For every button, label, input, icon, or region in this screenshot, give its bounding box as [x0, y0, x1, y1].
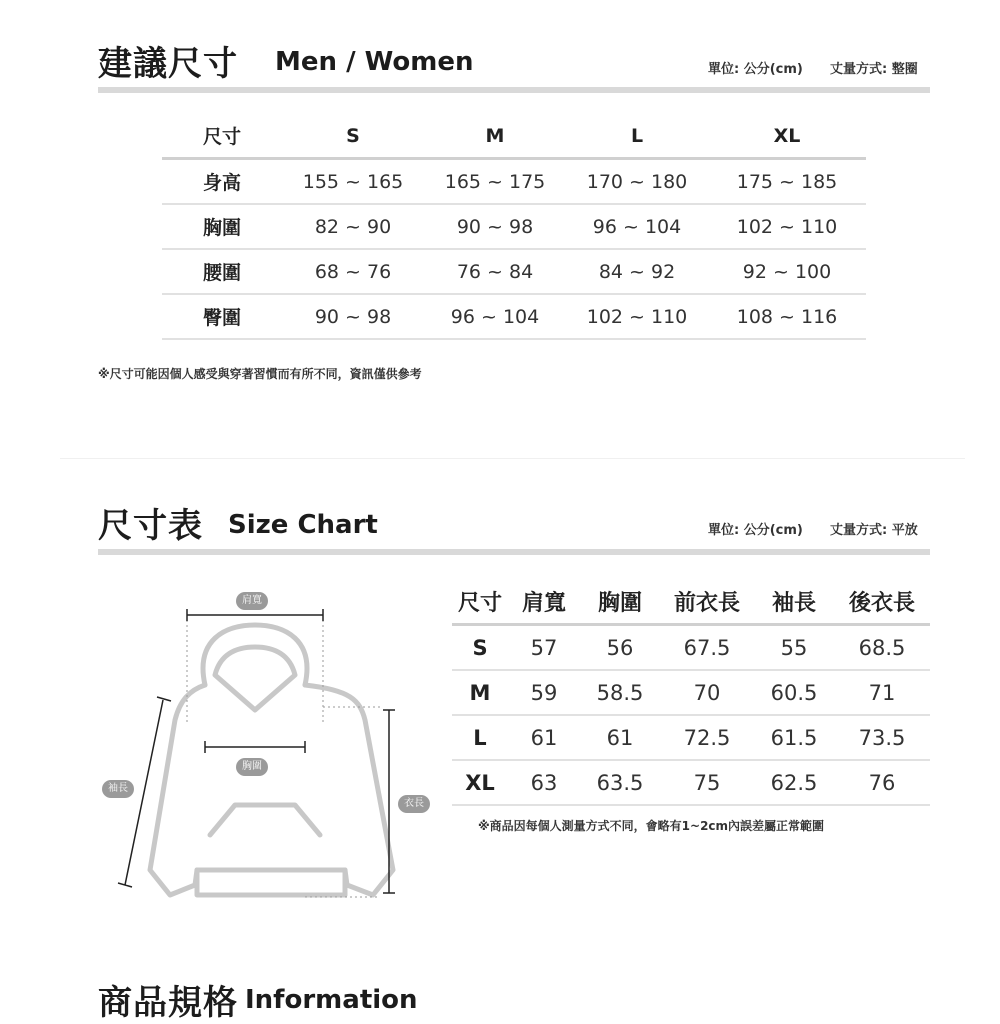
section1-method: 丈量方式: 整圈: [830, 62, 918, 77]
table-header-row: [162, 114, 866, 159]
table-row: [452, 760, 930, 805]
table-cell: 84 ~ 92: [566, 249, 708, 294]
table-cell: 60.5: [754, 670, 834, 715]
table-cell: 96 ~ 104: [424, 294, 566, 339]
shoulder-tag: 肩寬: [236, 592, 268, 610]
length-tag: 衣長: [398, 795, 430, 813]
table-row: [452, 715, 930, 760]
table-cell: 76: [834, 760, 930, 805]
table-cell: 58.5: [580, 670, 660, 715]
hoodie-diagram: [95, 585, 440, 910]
row-label: XL: [452, 760, 508, 805]
table-cell: 73.5: [834, 715, 930, 760]
table-cell: 62.5: [754, 760, 834, 805]
size-chart-table: [452, 580, 930, 806]
section1-divider: [98, 87, 930, 93]
table-cell: 108 ~ 116: [708, 294, 866, 339]
chest-tag: 胸圍: [236, 758, 268, 776]
table-cell: 96 ~ 104: [566, 204, 708, 249]
table-cell: 63: [508, 760, 580, 805]
table-row: [452, 670, 930, 715]
table-cell: 59: [508, 670, 580, 715]
section2-title: 尺寸表: [98, 506, 203, 546]
row-label: 臀圍: [162, 294, 282, 339]
section2-note: ※商品因每個人測量方式不同，會略有1~2cm內誤差屬正常範圍: [478, 819, 825, 833]
table-cell: 71: [834, 670, 930, 715]
table-cell: 90 ~ 98: [424, 204, 566, 249]
table-cell: 165 ~ 175: [424, 159, 566, 205]
measure-lines: [118, 609, 395, 893]
table-cell: 55: [754, 625, 834, 671]
table-cell: 82 ~ 90: [282, 204, 424, 249]
table-cell: 102 ~ 110: [708, 204, 866, 249]
section2-subtitle: Size Chart: [228, 510, 378, 540]
section1-unit: 單位: 公分(cm): [708, 62, 803, 77]
header-cell: 胸圍: [580, 580, 660, 625]
table-row: [162, 159, 866, 205]
table-cell: 90 ~ 98: [282, 294, 424, 339]
table-cell: 63.5: [580, 760, 660, 805]
recommended-size-table: [162, 114, 866, 340]
table-cell: 72.5: [660, 715, 754, 760]
header-cell: L: [566, 114, 708, 159]
header-cell: 尺寸: [162, 114, 282, 159]
section1-subtitle: Men / Women: [275, 47, 474, 77]
table-row: [162, 249, 866, 294]
row-label: 身高: [162, 159, 282, 205]
table-row: [452, 625, 930, 671]
row-label: 胸圍: [162, 204, 282, 249]
header-cell: 後衣長: [834, 580, 930, 625]
section2-unit: 單位: 公分(cm): [708, 523, 803, 538]
table-cell: 68 ~ 76: [282, 249, 424, 294]
table-cell: 175 ~ 185: [708, 159, 866, 205]
table-cell: 155 ~ 165: [282, 159, 424, 205]
guide-lines: [187, 620, 380, 897]
header-cell: XL: [708, 114, 866, 159]
table-cell: 61: [508, 715, 580, 760]
row-label: 腰圍: [162, 249, 282, 294]
header-cell: S: [282, 114, 424, 159]
section3-title: 商品規格: [98, 983, 238, 1023]
header-cell: M: [424, 114, 566, 159]
table-cell: 61: [580, 715, 660, 760]
table-cell: 61.5: [754, 715, 834, 760]
header-cell: 尺寸: [452, 580, 508, 625]
header-cell: 肩寬: [508, 580, 580, 625]
table-cell: 76 ~ 84: [424, 249, 566, 294]
table-row: [162, 204, 866, 249]
header-cell: 前衣長: [660, 580, 754, 625]
table-header-row: [452, 580, 930, 625]
table-cell: 102 ~ 110: [566, 294, 708, 339]
table-row: [162, 294, 866, 339]
table-cell: 57: [508, 625, 580, 671]
table-cell: 92 ~ 100: [708, 249, 866, 294]
table-cell: 170 ~ 180: [566, 159, 708, 205]
row-label: L: [452, 715, 508, 760]
section3-subtitle: Information: [245, 985, 418, 1015]
table-cell: 75: [660, 760, 754, 805]
table-cell: 68.5: [834, 625, 930, 671]
section-separator: [60, 458, 965, 459]
table-cell: 56: [580, 625, 660, 671]
section1-title: 建議尺寸: [98, 44, 238, 84]
section1-note: ※尺寸可能因個人感受與穿著習慣而有所不同，資訊僅供參考: [98, 367, 422, 381]
row-label: S: [452, 625, 508, 671]
table-cell: 67.5: [660, 625, 754, 671]
row-label: M: [452, 670, 508, 715]
sleeve-tag: 袖長: [102, 780, 134, 798]
section2-method: 丈量方式: 平放: [830, 523, 918, 538]
header-cell: 袖長: [754, 580, 834, 625]
hoodie-outline-icon: [150, 625, 393, 895]
section2-divider: [98, 549, 930, 555]
table-cell: 70: [660, 670, 754, 715]
